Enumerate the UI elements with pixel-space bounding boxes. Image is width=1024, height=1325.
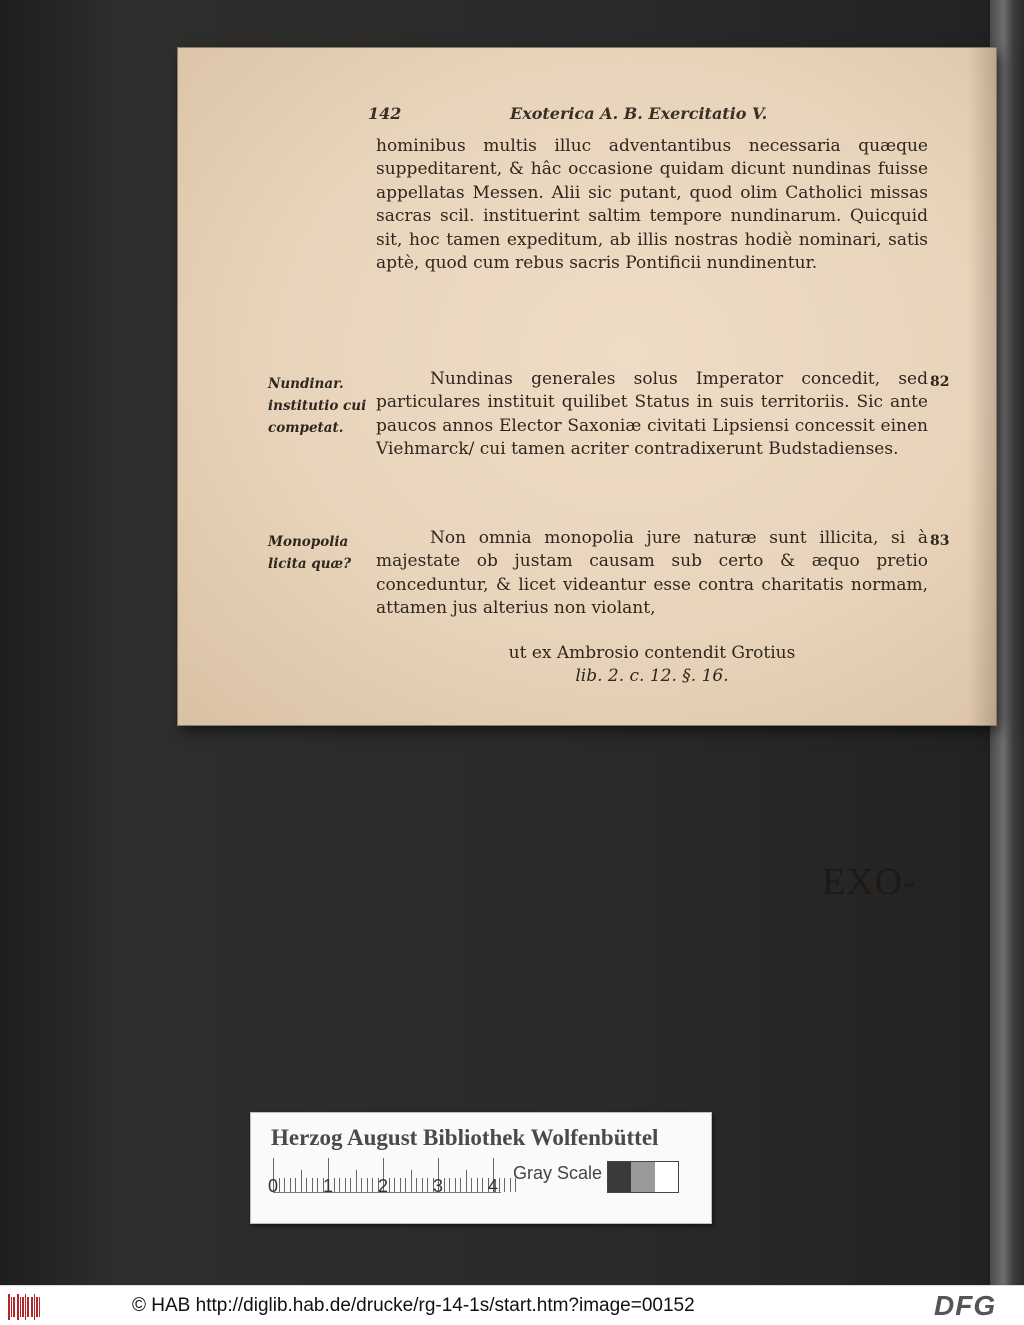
ruler-tick	[317, 1178, 318, 1192]
ruler-tick	[306, 1178, 307, 1192]
ruler-tick	[460, 1178, 461, 1192]
ruler-tick	[510, 1178, 511, 1192]
copyright-link[interactable]: © HAB http://diglib.hab.de/drucke/rg-14-1s/start.htm?image=00152	[132, 1295, 695, 1316]
ruler-tick	[339, 1178, 340, 1192]
ruler-tick	[312, 1178, 313, 1192]
hab-barcode-logo-icon	[8, 1294, 46, 1320]
ruler-tick	[290, 1178, 291, 1192]
ruler-tick	[504, 1178, 505, 1192]
paragraph-2: Nundinas generales solus Imperator concedit, sed particulares instituit quilibet Status in suis territoriis. Sic ante paucos annos Elector Saxoniæ civitati Lipsiensi concessit einen Viehmarck/ cui tamen acriter contradixerunt Budstadienses.	[376, 369, 928, 460]
ruler-tick	[367, 1178, 368, 1192]
ruler-tick	[455, 1178, 456, 1192]
ruler-tick	[372, 1178, 373, 1192]
ruler-tick	[482, 1178, 483, 1192]
ruler-tick	[411, 1170, 412, 1192]
citation-line-2: lib. 2. c. 12. §. 16.	[575, 666, 729, 687]
ruler-tick	[427, 1178, 428, 1192]
ruler-tick	[400, 1178, 401, 1192]
section-number-83: 83	[930, 533, 950, 549]
logo-bar	[22, 1297, 24, 1317]
ruler-tick	[416, 1178, 417, 1192]
logo-bar	[8, 1294, 10, 1320]
running-title: Exoterica A. B. Exercitatio V.	[510, 104, 768, 123]
ruler-tick	[345, 1178, 346, 1192]
logo-bar	[27, 1297, 29, 1317]
ruler-label-3: 3	[433, 1176, 444, 1196]
ruler-tick	[295, 1178, 296, 1192]
page-number: 142	[368, 104, 402, 123]
ruler-tick	[334, 1178, 335, 1192]
ruler-tick	[422, 1178, 423, 1192]
paragraph-3: Non omnia monopolia jure naturæ sunt illicita, si à majestate ob justam causam sub certo & æquo pretio conceduntur, & licet videantur esse contra charitatis normam, attamen jus alterius non violant,	[376, 528, 928, 619]
page-header	[368, 104, 798, 126]
logo-bar	[39, 1297, 40, 1317]
ruler-label-2: 2	[378, 1176, 389, 1196]
gray-scale-label: Gray Scale	[513, 1163, 603, 1183]
logo-bar	[17, 1294, 19, 1320]
ruler-label-4: 4	[488, 1176, 499, 1196]
logo-bar	[25, 1294, 26, 1320]
swatch-light	[655, 1162, 678, 1192]
dfg-logo: DFG	[934, 1290, 997, 1321]
ruler-tick	[444, 1178, 445, 1192]
citation-line-1: ut ex Ambrosio contendit Grotius	[508, 643, 796, 663]
ruler-tick	[284, 1178, 285, 1192]
ruler-tick	[405, 1178, 406, 1192]
section-number-82: 82	[930, 374, 950, 390]
page-fold-shadow	[968, 48, 996, 725]
logo-bar	[36, 1297, 38, 1317]
logo-bar	[20, 1297, 21, 1317]
ruler-tick	[466, 1170, 467, 1192]
ruler-tick	[301, 1170, 302, 1192]
paragraph-1: hominibus multis illuc adventantibus necessaria quæque suppeditarent, & hâc occasione quidam dicunt nundinas fuisse appellatas Messen. Alii sic putant, quod olim Catholici missas sacras scil. instituerint saltim tempore nundinarum. Quicquid sit, hoc tamen expeditum, ab illis nostras hodiè nominari, satis aptè, quod cum rebus sacris Pontificii nundinentur.	[376, 136, 928, 274]
logo-bar	[13, 1297, 15, 1317]
ruler-tick	[279, 1178, 280, 1192]
paragraph-3-citation	[376, 642, 928, 689]
logo-bar	[11, 1297, 12, 1317]
ruler-tick	[356, 1170, 357, 1192]
ruler-label-0: 0	[268, 1176, 279, 1196]
ruler-tick	[389, 1178, 390, 1192]
logo-bar	[34, 1294, 35, 1320]
ruler-tick	[394, 1178, 395, 1192]
margin-note-1: Nundinar. institutio cui competat.	[268, 376, 367, 436]
logo-bar	[31, 1297, 33, 1317]
swatch-mid	[631, 1162, 654, 1192]
library-name: Herzog August Bibliothek Wolfenbüttel	[271, 1125, 659, 1150]
ruler-tick	[361, 1178, 362, 1192]
ruler-tick	[477, 1178, 478, 1192]
gray-scale-swatches	[607, 1161, 679, 1193]
ruler-tick	[350, 1178, 351, 1192]
ruler-tick	[449, 1178, 450, 1192]
ruler-label-1: 1	[323, 1176, 334, 1196]
catchword: EXO-	[822, 861, 917, 903]
reference-card	[250, 1112, 712, 1224]
ruler-tick	[499, 1178, 500, 1192]
swatch-dark	[608, 1162, 631, 1192]
footer-bar	[0, 1285, 1024, 1325]
margin-note-2: Monopolia licita quæ?	[268, 534, 352, 572]
ruler-tick	[471, 1178, 472, 1192]
